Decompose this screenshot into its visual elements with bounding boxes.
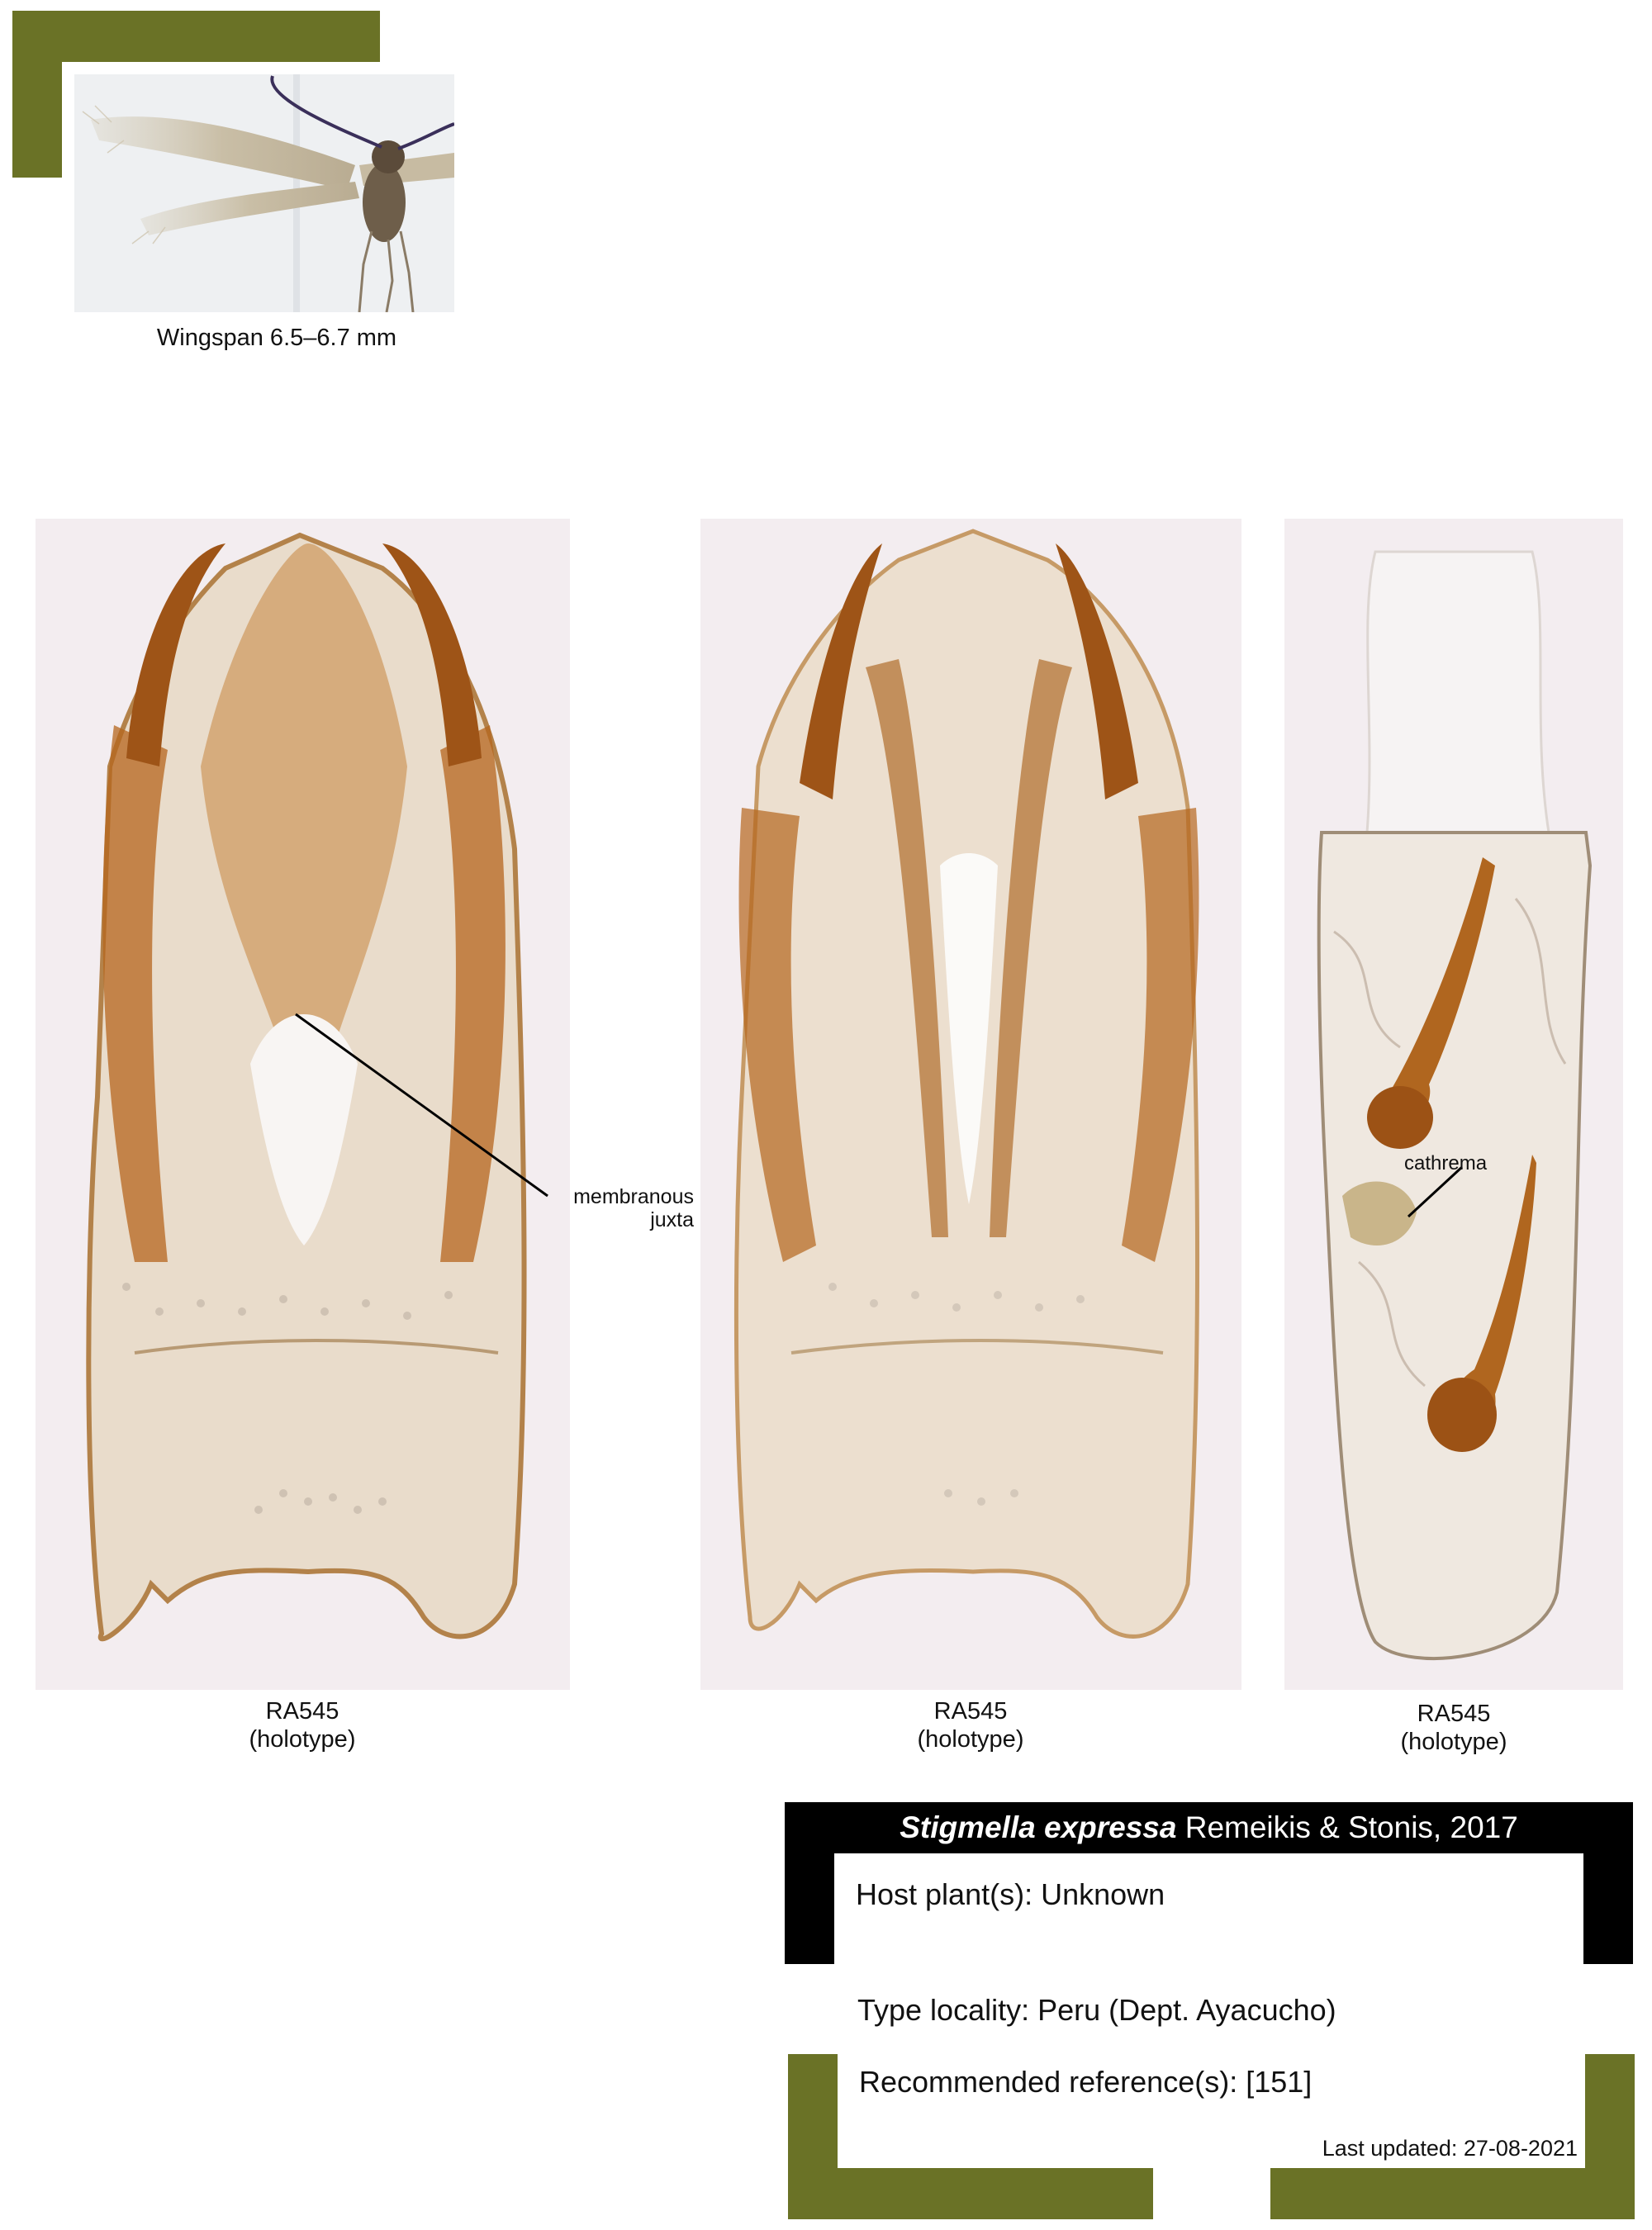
genitalia-panel-lateral [700, 519, 1241, 1690]
panel-1-status: (holotype) [249, 1726, 356, 1753]
frame-top-bar [12, 11, 380, 62]
species-authority: Remeikis & Stonis, 2017 [1184, 1810, 1518, 1844]
bottom-frame-right-horizontal [1270, 2168, 1635, 2219]
genitalia-panel-ventral [36, 519, 570, 1690]
panel-3-caption [1371, 1700, 1536, 1756]
species-title-bar [785, 1802, 1633, 1853]
species-name: Stigmella expressa [900, 1810, 1177, 1844]
info-frame-right [1583, 1802, 1633, 1964]
info-frame-left [785, 1802, 834, 1964]
annotation-cathrema: cathrema [1404, 1152, 1488, 1174]
type-locality: Type locality: Peru (Dept. Ayacucho) [857, 1993, 1336, 2027]
frame-left-bar [12, 11, 62, 178]
panel-2-specimen: RA545 [933, 1698, 1008, 1725]
annotation-line-1: membranous [573, 1185, 694, 1208]
bottom-frame-left-horizontal [788, 2168, 1153, 2219]
last-updated: Last updated: 27-08-2021 [1322, 2136, 1578, 2161]
annotation-line-2: juxta [650, 1208, 694, 1231]
recommended-reference: Recommended reference(s): [151] [859, 2065, 1313, 2099]
panel-3-status: (holotype) [1400, 1729, 1507, 1755]
annotation-membranous-juxta [545, 1185, 694, 1231]
host-plants: Host plant(s): Unknown [856, 1877, 1165, 1911]
panel-2-caption [888, 1697, 1053, 1753]
panel-1-specimen: RA545 [265, 1698, 339, 1725]
panel-1-caption [220, 1697, 385, 1753]
wingspan-caption: Wingspan 6.5–6.7 mm [156, 325, 397, 351]
phallus-panel [1284, 519, 1623, 1690]
panel-2-status: (holotype) [917, 1726, 1024, 1753]
moth-photo [74, 74, 454, 312]
panel-3-specimen: RA545 [1417, 1701, 1491, 1727]
